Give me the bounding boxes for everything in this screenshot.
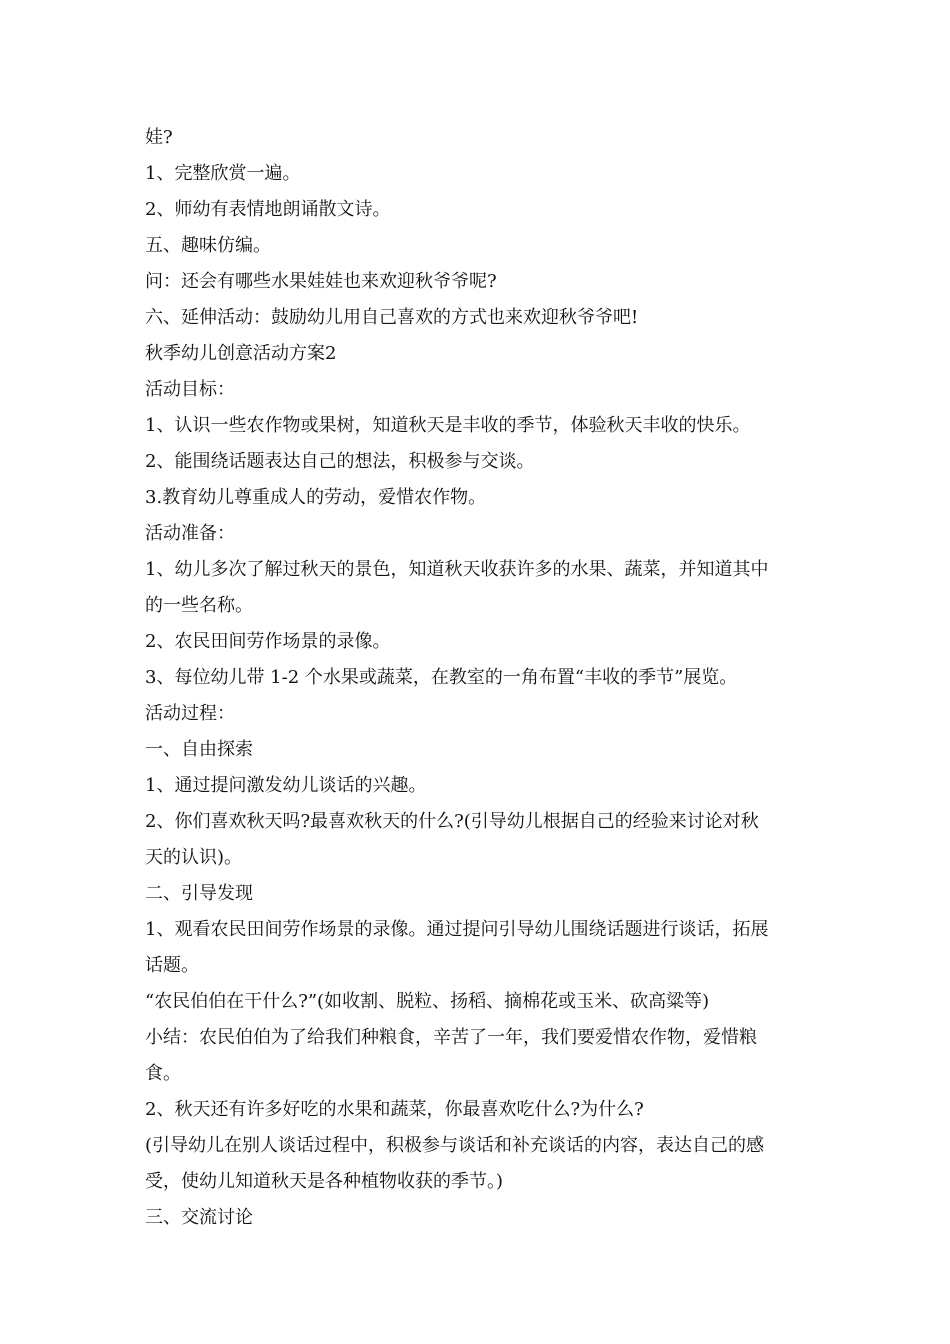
text-line: 2、农民田间劳作场景的录像。 xyxy=(145,631,391,652)
text-line: 2、你们喜欢秋天吗?最喜欢秋天的什么?(引导幼儿根据自己的经验来讨论对秋 xyxy=(145,811,759,832)
document-body xyxy=(145,120,810,1236)
document-title: 秋季幼儿创意活动方案2 xyxy=(145,343,337,364)
section-heading: 三、交流讨论 xyxy=(145,1207,253,1228)
section-heading: 一、自由探索 xyxy=(145,739,253,760)
text-line: 娃? xyxy=(145,127,173,148)
text-line: (引导幼儿在别人谈话过程中，积极参与谈话和补充谈话的内容，表达自己的感 xyxy=(145,1135,765,1156)
text-line: 3.教育幼儿尊重成人的劳动，爱惜农作物。 xyxy=(145,487,487,508)
text-line: 问：还会有哪些水果娃娃也来欢迎秋爷爷呢? xyxy=(145,271,497,292)
text-line: 1、认识一些农作物或果树，知道秋天是丰收的季节，体验秋天丰收的快乐。 xyxy=(145,415,751,436)
text-line: 1、完整欣赏一遍。 xyxy=(145,163,301,184)
section-heading: 二、引导发现 xyxy=(145,883,253,904)
text-line: “农民伯伯在干什么?”(如收割、脱粒、扬稻、摘棉花或玉米、砍高粱等) xyxy=(145,991,710,1012)
text-line: 受，使幼儿知道秋天是各种植物收获的季节。) xyxy=(145,1171,504,1192)
section-heading: 五、趣味仿编。 xyxy=(145,235,271,256)
text-line: 天的认识)。 xyxy=(145,847,243,868)
text-line: 食。 xyxy=(145,1063,181,1084)
text-line: 2、师幼有表情地朗诵散文诗。 xyxy=(145,199,391,220)
text-line: 2、能围绕话题表达自己的想法，积极参与交谈。 xyxy=(145,451,535,472)
text-line: 1、通过提问激发幼儿谈话的兴趣。 xyxy=(145,775,427,796)
section-heading: 活动目标： xyxy=(145,379,235,400)
section-heading: 六、延伸活动：鼓励幼儿用自己喜欢的方式也来欢迎秋爷爷吧! xyxy=(145,307,639,328)
text-line: 1、观看农民田间劳作场景的录像。通过提问引导幼儿围绕话题进行谈话，拓展 xyxy=(145,919,769,940)
text-line: 话题。 xyxy=(145,955,199,976)
text-line: 3、每位幼儿带 1-2 个水果或蔬菜，在教室的一角布置“丰收的季节”展览。 xyxy=(145,667,738,688)
section-heading: 活动过程： xyxy=(145,703,235,724)
section-heading: 活动准备： xyxy=(145,523,235,544)
text-line: 小结：农民伯伯为了给我们种粮食，辛苦了一年，我们要爱惜农作物，爱惜粮 xyxy=(145,1027,757,1048)
text-line: 的一些名称。 xyxy=(145,595,253,616)
text-line: 1、幼儿多次了解过秋天的景色，知道秋天收获许多的水果、蔬菜，并知道其中 xyxy=(145,559,769,580)
text-line: 2、秋天还有许多好吃的水果和蔬菜，你最喜欢吃什么?为什么? xyxy=(145,1099,644,1120)
